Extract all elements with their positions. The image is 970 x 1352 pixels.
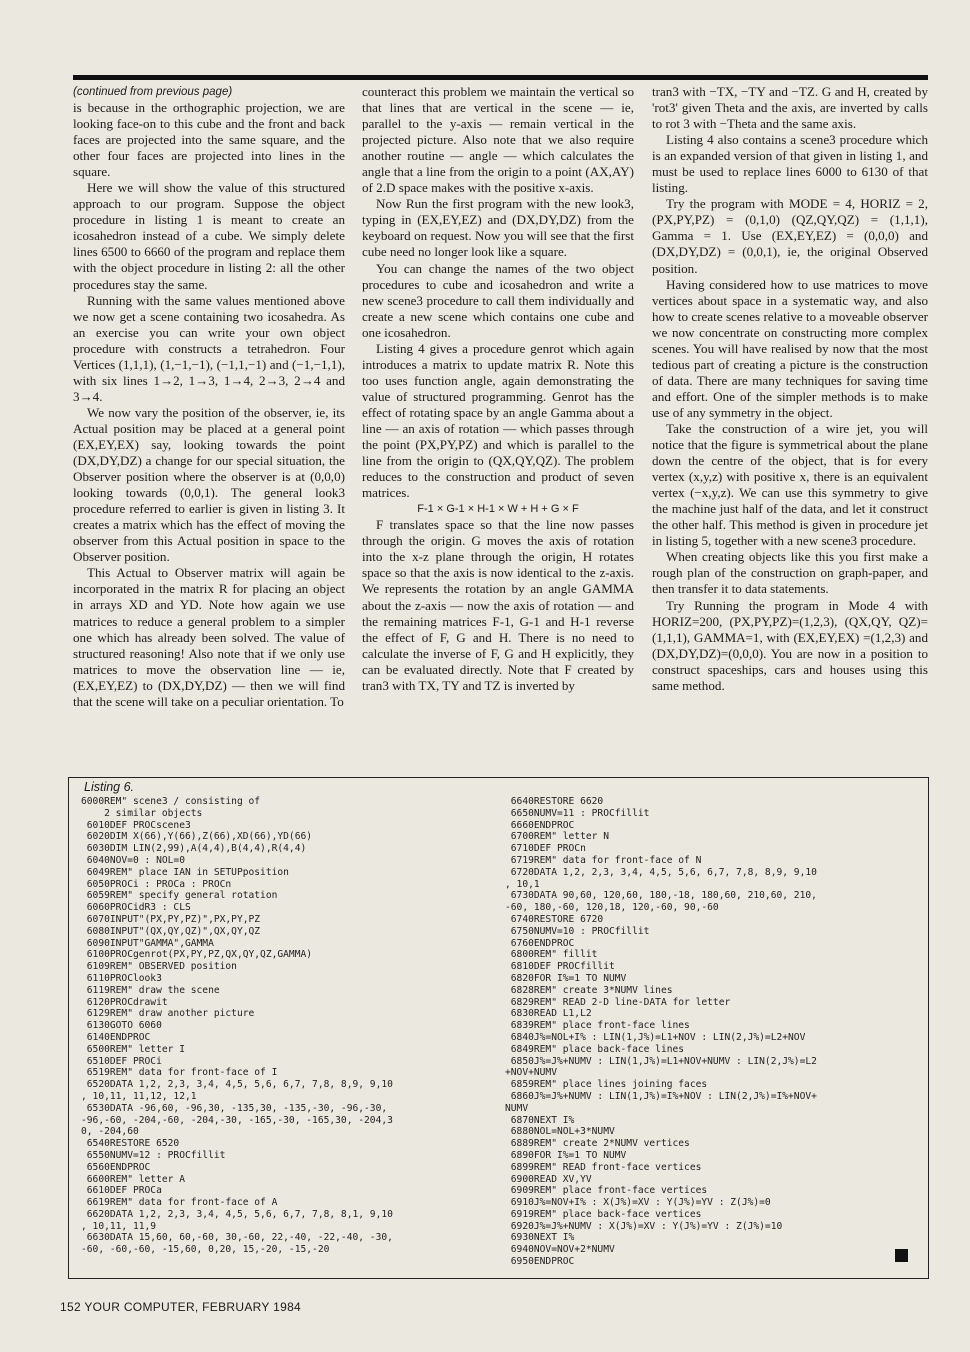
paragraph: You can change the names of the two object procedures to cube and icosahedron and write a new scene3 procedure to call them individually and create a new scene which contains one cube and one icosahedron. (362, 260, 634, 340)
column-2 (362, 84, 634, 694)
page-footer: 152 YOUR COMPUTER, FEBRUARY 1984 (60, 1300, 302, 1314)
paragraph: F translates space so that the line now passes through the origin. G moves the axis of rotation into the x-z plane through the origin, H rotates space so that the axis is now identical to the z-axis. We represents the rotation by an angle GAMMA about the z-axis — now the axis of rotation — and the remaining matrices F-1, G-1 and H-1 reverse the effect of F, G and H. There is no need to calculate the inverse of F, G and H explicitly, they can be evaluated directly. Note that F created by tran3 with TX, TY and TZ is inverted by (362, 517, 634, 693)
paragraph: We now vary the position of the observer, ie, its Actual position may be placed at a general point (EX,EY,EX) say, looking towards the point (DX,DY,DZ) a change for our special situation, the Observer position where the observer is at (0,0,0) looking towards (0,0,1). The general look3 procedure referred to earlier is given in listing 3. It creates a matrix which has the effect of moving the observer from this Actual position in space to the Observer position. (73, 404, 345, 565)
paragraph: Try the program with MODE = 4, HORIZ = 2, (PX,PY,PZ) = (0,1,0) (QZ,QY,QZ) = (1,1,1), Gamma = 1. Use (EX,EY,EZ) = (0,0,0) and (DX,DY,DZ) = (0,0,1), ie, the original Observed position. (652, 196, 928, 276)
paragraph: Now Run the first program with the new look3, typing in (EX,EY,EZ) and (DX,DY,DZ) from the keyboard on request. Now you will see that the first cube need no longer look like a square. (362, 196, 634, 260)
code-listing-right: 6640RESTORE 6620 6650NUMV=11 : PROCfillit 6660ENDPROC 6700REM" letter N 6710DEF PROCn 6719REM" data for front-face of N 6720DATA 1,2, 2,3, 3,4, 4,5, 5,6, 6,7, 7,8, 8,9, 9,10 , 10,1 6730DATA 90,60, 120,60, 180,-18, 180,60, 210,60, 210, -60, 180,-60, 120,18, 120,-60, 90,-60 6740RESTORE 6720 6750NUMV=10 : PROCfillit 6760ENDPROC 6800REM" fillit 6810DEF PROCfillit 6820FOR I%=1 TO NUMV 6828REM" create 3*NUMV lines 6829REM" READ 2-D line-DATA for letter 6830READ L1,L2 6839REM" place front-face lines 6840J%=NOL+I% : LIN(1,J%)=L1+NOV : LIN(2,J%)=L2+NOV 6849REM" place back-face lines 6850J%=J%+NUMV : LIN(1,J%)=L1+NOV+NUMV : LIN(2,J%)=L2 +NOV+NUMV 6859REM" place lines joining faces 6860J%=J%+NUMV : LIN(1,J%)=I%+NOV : LIN(2,J%)=I%+NOV+ NUMV 6870NEXT I% 6880NOL=NOL+3*NUMV 6889REM" create 2*NUMV vertices 6890FOR I%=1 TO NUMV 6899REM" READ front-face vertices 6900READ XV,YV 6909REM" place front-face vertices 6910J%=NOV+I% : X(J%)=XV : Y(J%)=YV : Z(J%)=0 6919REM" place back-face vertices 6920J%=J%+NUMV : X(J%)=XV : Y(J%)=YV : Z(J%)=10 6930NEXT I% 6940NOV=NOV+2*NUMV 6950ENDPROC (505, 796, 817, 1268)
matrix-formula: F-1 × G-1 × H-1 × W + H + G × F (417, 503, 579, 516)
paragraph: Try Running the program in Mode 4 with HORIZ=200, (PX,PY,PZ)=(1,2,3), (QX,QY, QZ)=(1,1,1), GAMMA=1, with (EX,EY,EX) =(1,2,3) and (DX,DY,DZ)=(0,0,0). You are now in a position to construct spaceships, cars and houses using this same method. (652, 597, 928, 693)
paragraph: is because in the orthographic projection, we are looking face-on to this cube and the front and back faces are projected into the same square, and the other four faces are projected into lines in the square. (73, 100, 345, 180)
paragraph: Having considered how to use matrices to move vertices about space in a systematic way, and also how to create scenes relative to a moveable observer we now concentrate on constructing more complex scenes. You will have realised by now that the most tedious part of creating a picture is the construction of data. There are many techniques for saving time and effort. One of the simpler methods is to make use of any symmetry in the object. (652, 276, 928, 420)
paragraph: Listing 4 gives a procedure genrot which again introduces a matrix to update matrix R. Note this too uses function angle, again demonstrating the value of structured programming. Genrot has the effect of rotating space by an angle Gamma about a line — an axis of rotation — which passes through the point (PX,PY,PZ) and which is parallel to the line from the origin to (QX,QY,QZ). The problem reduces to the construction and product of seven matrices. (362, 340, 634, 501)
end-of-article-mark (895, 1249, 908, 1262)
code-listing-left: 6000REM" scene3 / consisting of 2 similar objects 6010DEF PROCscene3 6020DIM X(66),Y(66),Z(66),XD(66),YD(66) 6030DIM LIN(2,99),A(4,4),B(4,4),R(4,4) 6040NOV=0 : NOL=0 6049REM" place IAN in SETUPposition 6050PROCi : PROCa : PROCn 6059REM" specify general rotation 6060PROCidR3 : CLS 6070INPUT"(PX,PY,PZ)",PX,PY,PZ 6080INPUT"(QX,QY,QZ)",QX,QY,QZ 6090INPUT"GAMMA",GAMMA 6100PROCgenrot(PX,PY,PZ,QX,QY,QZ,GAMMA) 6109REM" OBSERVED position 6110PROClook3 6119REM" draw the scene 6120PROCdrawit 6129REM" draw another picture 6130GOTO 6060 6140ENDPROC 6500REM" letter I 6510DEF PROCi 6519REM" data for front-face of I 6520DATA 1,2, 2,3, 3,4, 4,5, 5,6, 6,7, 7,8, 8,9, 9,10 , 10,11, 11,12, 12,1 6530DATA -96,60, -96,30, -135,30, -135,-30, -96,-30, -96,-60, -204,-60, -204,-30, -165,-30, -165,30, -204,3 0, -204,60 6540RESTORE 6520 6550NUMV=12 : PROCfillit 6560ENDPROC 6600REM" letter A 6610DEF PROCa 6619REM" data for front-face of A 6620DATA 1,2, 2,3, 3,4, 4,5, 5,6, 6,7, 7,8, 8,1, 9,10 , 10,11, 11,9 6630DATA 15,60, 60,-60, 30,-60, 22,-40, -22,-40, -30, -60, -60,-60, -15,60, 0,20, 15,-20, -15,-20 (81, 796, 393, 1256)
paragraph: Running with the same values mentioned above we now get a scene containing two icosahedra. As an exercise you can write your own object procedure with constructs a tetrahedron. Four Vertices (1,1,1), (1,−1,−1), (−1,1,−1) and (−1,−1,1), with six lines 1→2, 1→3, 1→4, 2→3, 2→4 and 3→4. (73, 292, 345, 404)
paragraph: counteract this problem we maintain the vertical so that lines that are vertical in the scene — ie, parallel to the y-axis — remain vertical in the projected picture. Also note that we also require another routine — angle — which calculates the angle that a line from the origin to a point (AX,AY) of 2.D space makes with the positive x-axis. (362, 84, 634, 196)
paragraph: Listing 4 also contains a scene3 procedure which is an expanded version of that given in listing 1, and must be used to replace lines 6000 to 6130 of that listing. (652, 132, 928, 196)
column-1 (73, 84, 345, 710)
paragraph: Take the construction of a wire jet, you will notice that the figure is symmetrical about the plane down the centre of the object, that is for every vertex (x,y,z) with positive x, there is an equivalent vertex (−x,y,z). We can use this symmetry to give the machine just half of the data, and let it construct the other half. This method is given in procedure jet in listing 5, together with a new scene3 procedure. (652, 420, 928, 549)
continued-note: (continued from previous page) (73, 86, 233, 98)
header-rule (73, 75, 928, 80)
paragraph: When creating objects like this you first make a rough plan of the construction on graph-paper, and then transfer it to data statements. (652, 549, 928, 597)
paragraph: Here we will show the value of this structured approach to our program. Suppose the object procedure in listing 1 is meant to create an icosahedron instead of a cube. We simply delete lines 6500 to 6660 of the program and replace them with the object procedure in listing 2: all the other procedures stay the same. (73, 180, 345, 292)
paragraph: tran3 with −TX, −TY and −TZ. G and H, created by 'rot3' given Theta and the axis, are inverted by calls to rot 3 with −Theta and the same axis. (652, 84, 928, 132)
listing-title: Listing 6. (84, 780, 135, 794)
column-3 (652, 84, 928, 694)
listing-box (68, 777, 929, 1279)
paragraph: This Actual to Observer matrix will again be incorporated in the matrix R for placing an object in arrays XD and YD. Note how again we use matrices to reduce a general problem to a simpler one which has already been solved. The value of structured reasoning! Also note that if we only use matrices to move the observation line — ie, (EX,EY,EZ) to (DX,DY,DZ) — then we will find that the scene will take on a peculiar orientation. To (73, 565, 345, 709)
